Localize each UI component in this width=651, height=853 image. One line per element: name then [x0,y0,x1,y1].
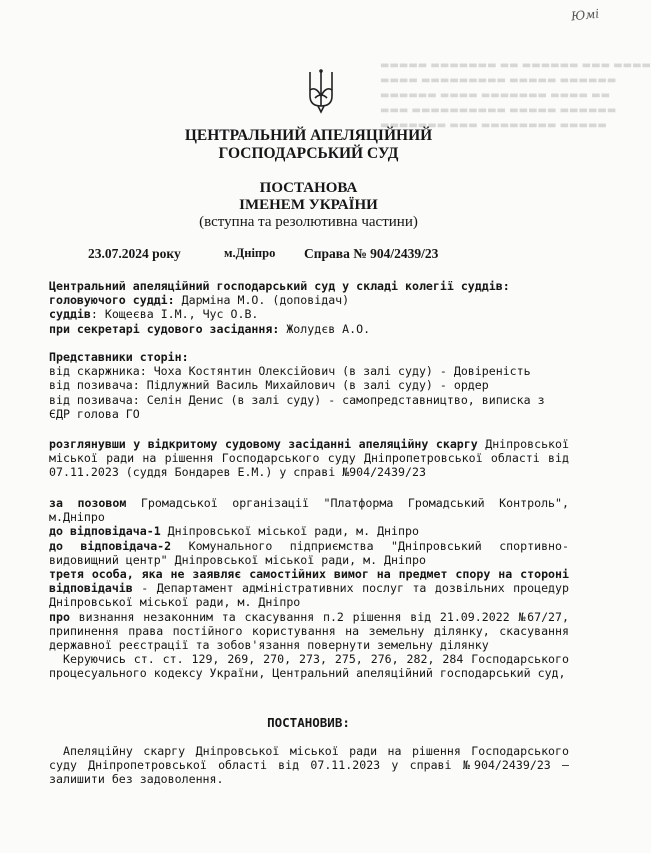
resolution-text: Апеляційну скаргу Дніпровської міської ради на рішення Господарського суду Дніпропетровської області від 07.11.2023 у справі №904/2439/23 – залишити без задоволення. [49,744,569,787]
secretary-label: при секретарі судового засідання: [49,321,280,336]
parties-section [49,350,569,421]
defendant-1 [49,524,569,538]
claim-plaintiff-value: Громадської організації "Платформа Громадський Контроль", м.Дніпро [49,496,569,525]
court-name-line-1: ЦЕНТРАЛЬНИЙ АПЕЛЯЦІЙНИЙ [184,127,433,144]
court-name [0,127,617,163]
decision-city: м.Дніпро [224,246,276,260]
judges-label: суддів [49,307,91,322]
decree-heading: ПОСТАНОВИВ: [267,715,350,730]
decision-parts-note: (вступна та резолютивна частини) [199,214,418,230]
presiding-judge [49,293,569,307]
decision-date: 23.07.2024 року [88,246,181,261]
defendant-1-label: до відповідача-1 [49,524,161,539]
decision-type: ПОСТАНОВА [259,180,358,196]
third-party-label: третя особа, яка не заявляє самостійних вимог на предмет спору на стороні відповідачів [49,567,569,596]
court-secretary [49,322,569,336]
case-number: Справа № 904/2439/23 [304,246,439,261]
appellant-representative: від скаржника: Чоха Костянтин Олексійович (в залі суду) - Довіреність [49,364,531,379]
third-party [49,567,569,610]
parties-heading: Представники сторін: [49,350,189,364]
claim-plaintiff [49,496,569,524]
resolution-paragraph [49,744,569,787]
presiding-judge-label: головуючого судді: [49,293,175,308]
in-the-name-of-ukraine: ІМЕНЕМ УКРАЇНИ [239,197,378,213]
plaintiff-representative-2: від позивача: Селін Денис (в залі суду) - самопредставництво, виписка з ЄДР голова ГО [49,392,545,421]
claim-subject-value: визнання незаконним та скасування п.2 рішення від 21.09.2022 №67/27, припинення права постійного користування на земельну ділянку, скасування державної реєстрації та зобов'язання повернути земельну ділянку [49,609,569,653]
panel-judges [49,307,569,321]
claim-section [49,496,569,681]
handwritten-note: Юмі [570,6,600,24]
defendant-2-label: до відповідача-2 [49,538,172,553]
consideration-paragraph [49,437,569,480]
defendant-1-value: Дніпровської міської ради, м. Дніпро [160,524,419,539]
plaintiff-representative-1: від позивача: Підлужний Василь Михайлович (в залі суду) - ордер [49,378,489,393]
defendant-2-value: Комунального підприємства "Дніпровський спортивно-видовищний центр" Дніпровської міської ради, м. Дніпро [49,538,570,567]
panel-intro: Центральний апеляційний господарський суд у складі колегії суддів: [49,279,510,293]
bleed-through-texture: ▬▬▬▬▬ ▬▬▬▬▬▬▬ ▬▬ ▬▬▬▬▬▬ ▬▬▬ ▬▬▬▬ ▬▬▬▬ ▬▬▬▬▬▬▬▬▬ ▬▬▬▬▬ ▬▬▬▬▬▬ ▬▬▬▬▬▬ ▬▬▬▬ ▬▬▬▬▬▬▬ ▬▬▬▬ ▬▬ ▬▬▬ ▬▬▬▬▬▬▬▬▬▬ ▬▬▬▬▬ ▬▬▬▬▬▬ ▬▬▬▬▬▬▬ ▬▬▬ ▬▬▬▬▬▬▬▬ ▬▬▬▬▬ [380,60,651,131]
consideration-text: Дніпровської міської ради на рішення Господарського суду Дніпропетровської області від 07.11.2023 (суддя Бондарев Е.М.) у справі №904/2439/23 [49,437,569,480]
judges-value: : Кощеєва І.М., Чус О.В. [90,307,259,322]
defendant-2 [49,539,569,567]
trident-coat-of-arms-icon [306,68,336,114]
judges-section [49,279,569,336]
consideration-bold: розглянувши у відкритому судовому засіданні апеляційну скаргу [49,437,478,451]
court-name-line-2: ГОСПОДАРСЬКИЙ СУД [218,145,399,162]
claim-plaintiff-label: за позовом [49,496,127,510]
presiding-judge-value: Дарміна М.О. (доповідач) [174,293,350,308]
legal-basis: Керуючись ст. ст. 129, 269, 270, 273, 275, 276, 282, 284 Господарського процесуального кодексу України, Центральний апеляційний господарський суд, [49,652,569,681]
secretary-value: Жолудєв А.О. [279,321,371,336]
document-title [0,180,617,231]
claim-subject [49,610,569,653]
claim-subject-label: про [49,609,70,624]
third-party-value: - Департамент адміністративних послуг та дозвільних процедур Дніпровської міської ради, м. Дніпро [49,581,569,610]
